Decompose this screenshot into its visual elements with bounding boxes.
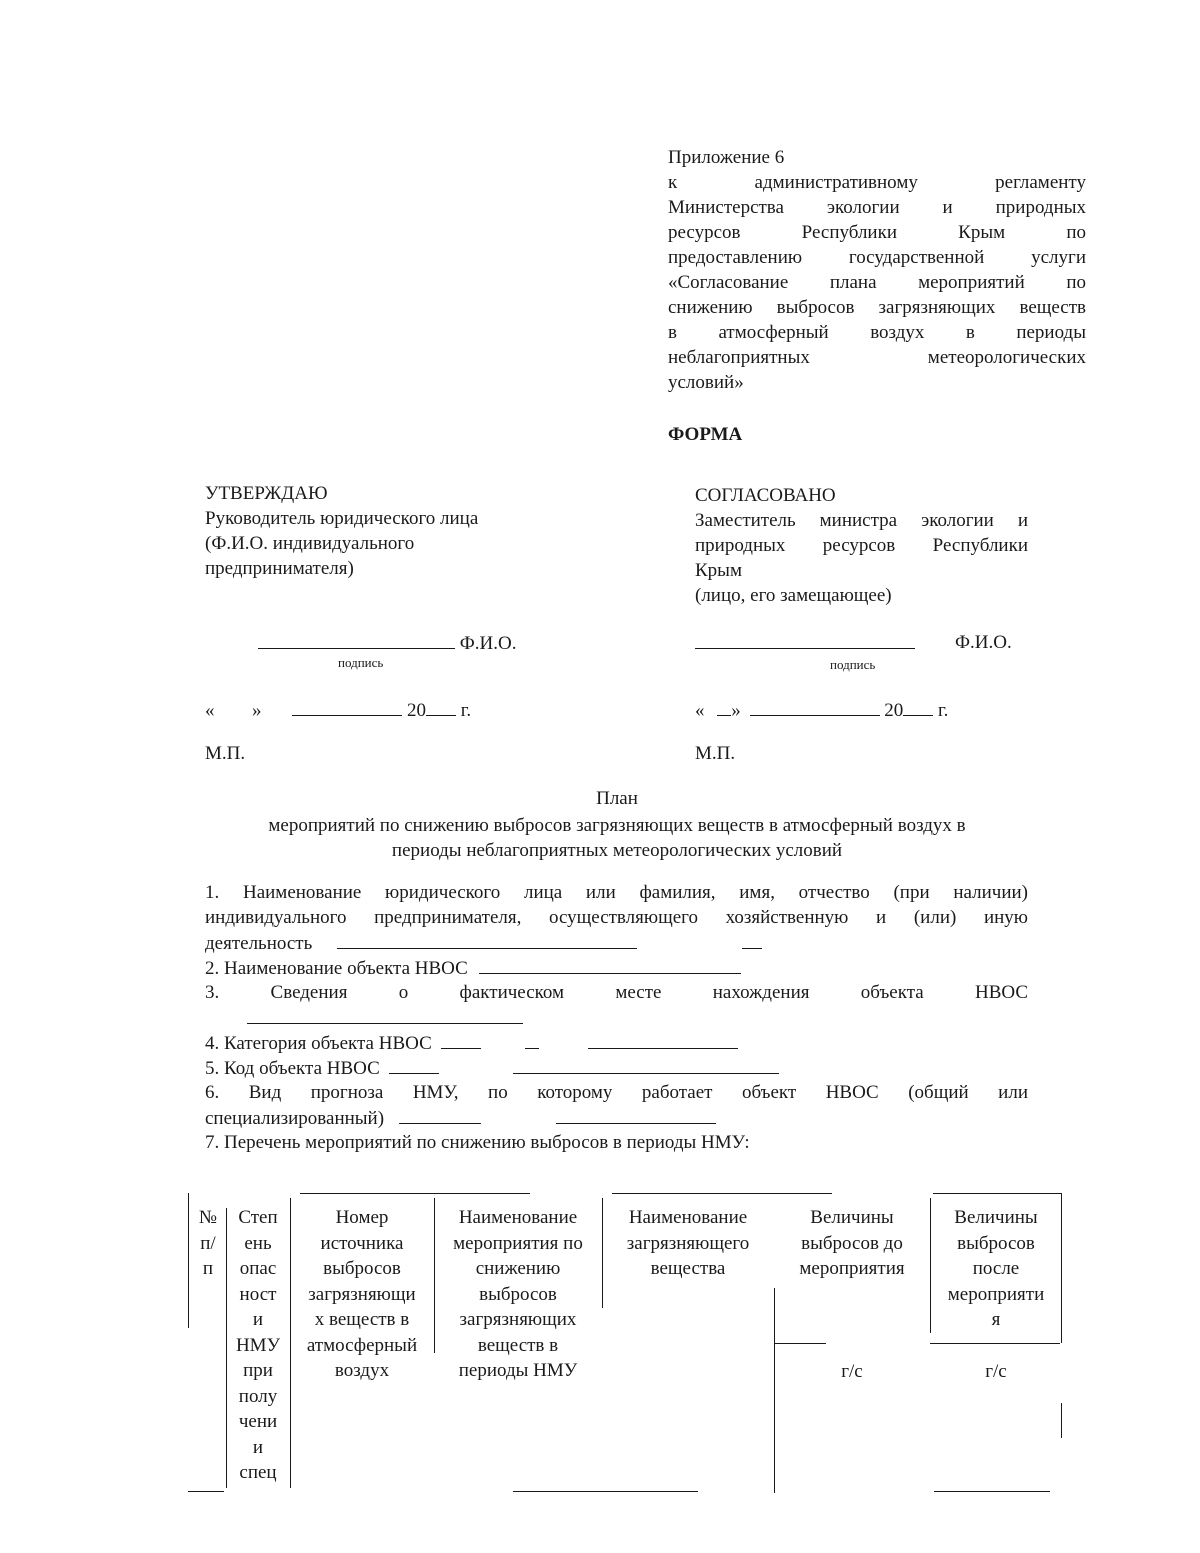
header-text: НМУ [235, 1334, 281, 1356]
item-1-text: 1. Наименование юридического лица или фамилия, имя, отчество (при наличии) [205, 882, 1028, 903]
header-source-number [292, 1205, 432, 1384]
header-text: мероприятия по [453, 1232, 583, 1254]
agree-line: Заместитель министра экологии и [695, 510, 1028, 531]
table-rule [934, 1491, 1050, 1492]
header-text: мероприяти [947, 1283, 1045, 1305]
header-text: загрязняющего [626, 1232, 750, 1254]
date-close-quote: » [731, 700, 741, 721]
agree-line: природных ресурсов Республики [695, 535, 1028, 556]
table-rule [774, 1288, 775, 1493]
header-text: загрязняющих [459, 1309, 577, 1330]
header-text: и [252, 1309, 264, 1330]
appendix-line: Приложение 6 [668, 147, 785, 168]
item-1-text: индивидуального предпринимателя, осуществляющего хозяйственную и (или) иную [205, 907, 1028, 928]
approve-stamp: М.П. [205, 743, 246, 764]
plan-items [205, 880, 1028, 1155]
table-rule [1061, 1193, 1062, 1343]
signature-line[interactable] [258, 630, 455, 649]
header-text: и [252, 1436, 264, 1458]
item-7-label: 7. Перечень мероприятий по снижению выбросов в периоды НМУ: [205, 1132, 750, 1153]
signature-line[interactable] [695, 630, 915, 649]
header-text: № [198, 1207, 218, 1228]
table-rule [1061, 1403, 1062, 1438]
date-year-field[interactable] [426, 697, 456, 716]
year-suffix: г. [938, 700, 949, 721]
appendix-block [668, 145, 1086, 395]
header-text: я [991, 1309, 1001, 1330]
appendix-line: в атмосферный воздух в периоды [668, 322, 1086, 343]
item-5-field-tail [513, 1055, 779, 1074]
table-rule [226, 1208, 227, 1488]
header-number [190, 1205, 226, 1282]
header-text: атмосферный [306, 1334, 418, 1356]
date-month-field[interactable] [292, 697, 402, 716]
date-open-quote: « [205, 700, 215, 721]
header-text: ност [239, 1283, 277, 1305]
header-text: х веществ в [314, 1309, 410, 1330]
item-5-label: 5. Код объекта НВОС [205, 1058, 380, 1079]
date-month-field[interactable] [750, 697, 880, 716]
agree-heading: СОГЛАСОВАНО [695, 485, 836, 506]
item-1-text: деятельность [205, 933, 313, 954]
table-rule [774, 1343, 826, 1344]
unit-before: г/с [841, 1361, 863, 1382]
item-4-field-mid [525, 1030, 539, 1049]
table-rule [290, 1198, 291, 1488]
item-3-label: 3. Сведения о фактическом месте нахождения объекта НВОС [205, 982, 1028, 1003]
year-prefix: 20 [407, 700, 426, 721]
header-text: выбросов [323, 1258, 401, 1279]
table-rule [188, 1491, 224, 1492]
header-text: Наименование [458, 1207, 578, 1228]
header-text: воздух [334, 1360, 390, 1381]
header-emissions-before [776, 1205, 928, 1282]
header-text: п/ [200, 1232, 216, 1254]
item-6-field[interactable] [399, 1105, 481, 1124]
header-measure-name [436, 1205, 600, 1384]
header-text: при [243, 1360, 273, 1381]
measures-table [188, 1193, 1062, 1493]
item-1-field[interactable] [337, 930, 637, 949]
form-label: ФОРМА [668, 424, 743, 445]
header-text: Степ [238, 1207, 278, 1228]
agree-signature-caption: подпись [830, 657, 876, 672]
unit-after: г/с [985, 1361, 1007, 1382]
appendix-line: Министерства экологии и природных [668, 197, 1086, 218]
appendix-line: «Согласование плана мероприятий по [668, 272, 1086, 293]
table-rule [930, 1343, 1060, 1344]
agree-block [695, 483, 1028, 608]
header-text: Величины [810, 1207, 894, 1228]
approve-signature-row [258, 630, 516, 656]
item-5-field[interactable] [389, 1055, 439, 1074]
agree-fio: Ф.И.О. [955, 632, 1012, 653]
header-text: мероприятия [799, 1258, 905, 1279]
item-1-row [205, 930, 1028, 955]
table-rule [602, 1198, 603, 1308]
item-6-row [205, 1105, 1028, 1130]
agree-stamp: М.П. [695, 743, 736, 764]
date-close-quote: » [252, 700, 262, 721]
header-text: веществ в [477, 1334, 559, 1356]
approve-date-row [205, 697, 471, 723]
item-6-label-2: специализированный) [205, 1108, 385, 1129]
header-text: ень [244, 1232, 272, 1254]
header-text: Наименование [628, 1207, 748, 1228]
appendix-line: к административному регламенту [668, 172, 1086, 193]
appendix-line: снижению выбросов загрязняющих веществ [668, 297, 1086, 318]
agree-line: (лицо, его замещающее) [695, 585, 892, 606]
table-rule [434, 1198, 435, 1353]
item-5-row [205, 1055, 1028, 1080]
item-2-label: 2. Наименование объекта НВОС [205, 958, 468, 979]
header-text: Величины [954, 1207, 1038, 1228]
plan-subtitle: мероприятий по снижению выбросов загрязняющих веществ в атмосферный воздух в [268, 815, 966, 836]
date-open-quote: « [695, 700, 705, 721]
agree-signature-row [695, 630, 915, 656]
approve-line: Руководитель юридического лица [205, 508, 479, 529]
appendix-line: неблагоприятных метеорологических [668, 347, 1086, 368]
table-rule [513, 1491, 698, 1492]
header-text: периоды НМУ [458, 1360, 578, 1381]
table-rule [612, 1193, 832, 1194]
header-hazard-level [228, 1205, 288, 1486]
date-day-field[interactable] [717, 697, 731, 716]
header-text: чени [238, 1411, 278, 1432]
item-4-row [205, 1030, 1028, 1055]
year-suffix: г. [460, 700, 472, 721]
plan-subtitle-2: периоды неблагоприятных метеорологических условий [391, 840, 843, 861]
appendix-line: предоставлению государственной услуги [668, 247, 1086, 268]
appendix-line: ресурсов Республики Крым по [668, 222, 1086, 243]
approve-fio: Ф.И.О. [459, 633, 517, 654]
header-pollutant-name [604, 1205, 772, 1282]
item-3-row [205, 1005, 1028, 1030]
approve-block [205, 481, 545, 581]
approve-line: (Ф.И.О. индивидуального [205, 533, 415, 554]
header-text: выбросов [479, 1283, 557, 1305]
item-4-label: 4. Категория объекта НВОС [205, 1033, 432, 1054]
item-6-field-tail [556, 1105, 716, 1124]
table-rule [300, 1193, 530, 1194]
table-rule [930, 1198, 931, 1333]
item-4-field[interactable] [441, 1030, 481, 1049]
item-6-label: 6. Вид прогноза НМУ, по которому работает объект НВОС (общий или [205, 1082, 1028, 1103]
header-text: выбросов до [801, 1232, 903, 1254]
item-2-field[interactable] [479, 955, 741, 974]
plan-title: План [596, 788, 638, 809]
header-text: опас [239, 1258, 277, 1279]
item-3-field[interactable] [247, 1005, 523, 1024]
approve-heading: УТВЕРЖДАЮ [205, 483, 328, 504]
approve-signature-caption: подпись [338, 655, 384, 670]
header-text: спец [239, 1462, 277, 1483]
header-emissions-after [932, 1205, 1060, 1333]
item-4-field-tail [588, 1030, 738, 1049]
header-text: снижению [475, 1258, 561, 1279]
header-text: п [202, 1258, 214, 1279]
appendix-line: условий» [668, 372, 744, 393]
header-text: загрязняющи [308, 1283, 416, 1305]
agree-line: Крым [695, 560, 742, 581]
header-text: выбросов [957, 1232, 1035, 1254]
item-2-row [205, 955, 1028, 980]
header-text: после [972, 1258, 1020, 1279]
year-prefix: 20 [884, 700, 904, 721]
item-1-field-tail [742, 930, 762, 949]
header-text: Номер [335, 1207, 389, 1228]
table-rule [933, 1193, 1061, 1194]
approve-line: предпринимателя) [205, 558, 354, 579]
agree-date-row [695, 697, 948, 723]
header-text: полу [238, 1385, 278, 1407]
header-text: источника [320, 1232, 404, 1254]
header-text: вещества [650, 1258, 726, 1279]
date-year-field[interactable] [903, 697, 933, 716]
table-rule [188, 1193, 189, 1328]
